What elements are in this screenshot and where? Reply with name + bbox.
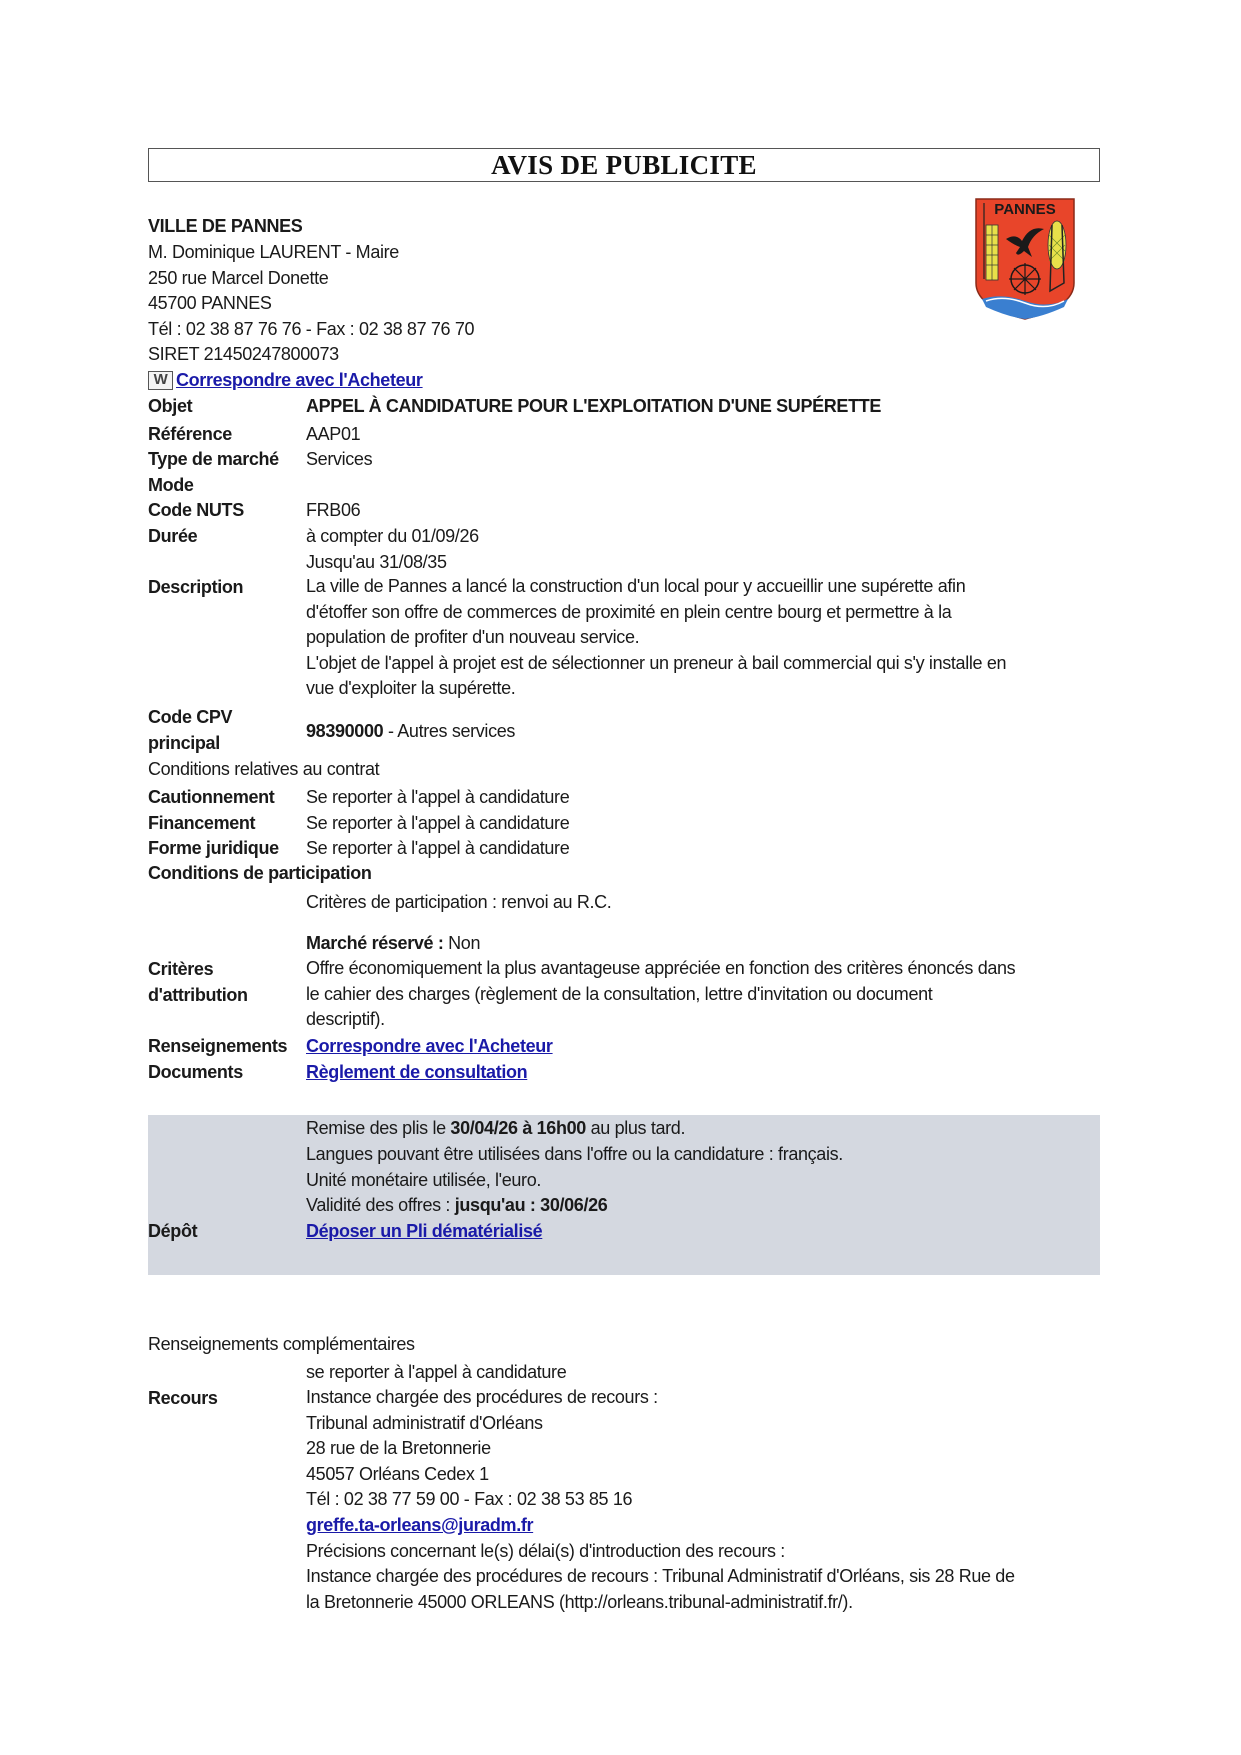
code-nuts-value: FRB06 bbox=[306, 500, 361, 520]
recours-line: Tél : 02 38 77 59 00 - Fax : 02 38 53 85 16 bbox=[306, 1489, 633, 1510]
documents-link-wrap bbox=[306, 1061, 527, 1083]
recours-precisions: Précisions concernant le(s) délai(s) d'introduction des recours : bbox=[306, 1540, 785, 1561]
documents-label: Documents bbox=[148, 1062, 243, 1082]
marche-reserve-label: Marché réservé : bbox=[306, 933, 444, 953]
criteres-line: le cahier des charges (règlement de la consultation, lettre d'invitation ou document bbox=[306, 983, 933, 1004]
recours-label: Recours bbox=[148, 1388, 218, 1408]
cautionnement-value: Se reporter à l'appel à candidature bbox=[306, 787, 570, 807]
depot-link-wrap bbox=[306, 1220, 542, 1242]
description-text bbox=[306, 574, 1106, 702]
reglement-consultation-link[interactable]: Règlement de consultation bbox=[306, 1062, 528, 1082]
financement-value: Se reporter à l'appel à candidature bbox=[306, 813, 570, 833]
correspond-buyer-link[interactable]: Correspondre avec l'Acheteur bbox=[176, 370, 423, 390]
recours-line: 28 rue de la Bretonnerie bbox=[306, 1438, 491, 1459]
depot-label: Dépôt bbox=[148, 1221, 198, 1241]
title-box bbox=[148, 148, 1100, 182]
criteres-line: descriptif). bbox=[306, 1009, 385, 1030]
remise-date: 30/04/26 à 16h00 bbox=[450, 1118, 586, 1138]
objet-value: APPEL À CANDIDATURE POUR L'EXPLOITATION D'UNE SUPÉRETTE bbox=[306, 396, 882, 416]
mode-label: Mode bbox=[148, 475, 194, 495]
buyer-name: VILLE DE PANNES bbox=[148, 216, 303, 236]
depot-validite bbox=[306, 1194, 607, 1216]
cautionnement-label: Cautionnement bbox=[148, 787, 275, 807]
deposer-pli-link[interactable]: Déposer un Pli dématérialisé bbox=[306, 1221, 543, 1241]
recours-line: 45057 Orléans Cedex 1 bbox=[306, 1463, 489, 1484]
forme-juridique-value: Se reporter à l'appel à candidature bbox=[306, 838, 570, 858]
complementaires-text: se reporter à l'appel à candidature bbox=[306, 1362, 567, 1382]
marche-reserve-value: Non bbox=[443, 933, 481, 953]
description-line: d'étoffer son offre de commerces de proximité en plein centre bourg et permettre à la bbox=[306, 601, 952, 622]
description-label: Description bbox=[148, 577, 244, 597]
complementaires-heading: Renseignements complémentaires bbox=[148, 1334, 415, 1354]
buyer-phone-fax: Tél : 02 38 87 76 76 - Fax : 02 38 87 76 70 bbox=[148, 319, 475, 339]
cpv-label-line2: principal bbox=[148, 733, 220, 753]
description-line: vue d'exploiter la supérette. bbox=[306, 678, 516, 699]
criteres-text bbox=[306, 956, 1106, 1033]
city-crest-logo bbox=[972, 195, 1078, 323]
buyer-contact: M. Dominique LAURENT - Maire bbox=[148, 242, 399, 262]
conditions-participation-value: Critères de participation : renvoi au R.C. bbox=[306, 892, 612, 912]
criteres-label-line2: d'attribution bbox=[148, 985, 248, 1005]
cpv-label-line1: Code CPV bbox=[148, 707, 233, 727]
depot-langues: Langues pouvant être utilisées dans l'offre ou la candidature : français. bbox=[306, 1144, 843, 1164]
depot-section bbox=[148, 1115, 1100, 1275]
page-title: AVIS DE PUBLICITE bbox=[491, 150, 757, 180]
conditions-participation-label: Conditions de participation bbox=[148, 863, 372, 883]
type-marche-label: Type de marché bbox=[148, 449, 279, 469]
recours-instance-line: la Bretonnerie 45000 ORLEANS (http://orleans.tribunal-administratif.fr/). bbox=[306, 1591, 853, 1612]
description-line: population de profiter d'un nouveau service. bbox=[306, 627, 640, 648]
criteres-label-line1: Critères bbox=[148, 959, 214, 979]
recours-instance-line: Instance chargée des procédures de recours : Tribunal Administratif d'Orléans, sis 28 Rue de bbox=[306, 1566, 1015, 1587]
buyer-siret: SIRET 21450247800073 bbox=[148, 344, 339, 364]
remise-suffix: au plus tard. bbox=[585, 1118, 686, 1138]
remise-prefix: Remise des plis le bbox=[306, 1118, 451, 1138]
cpv-code: 98390000 bbox=[306, 721, 384, 741]
recours-line: Instance chargée des procédures de recours : bbox=[306, 1387, 658, 1407]
validite-value: jusqu'au : 30/06/26 bbox=[454, 1195, 608, 1215]
type-marche-value: Services bbox=[306, 449, 373, 469]
cpv-separator: - bbox=[383, 721, 398, 741]
criteres-line: Offre économiquement la plus avantageuse appréciée en fonction des critères énoncés dans bbox=[306, 958, 1016, 978]
renseignements-link-wrap bbox=[306, 1035, 553, 1057]
greffe-email-link[interactable]: greffe.ta-orleans@juradm.fr bbox=[306, 1514, 534, 1535]
cpv-value bbox=[306, 720, 515, 742]
w-icon: W bbox=[148, 371, 173, 390]
validite-prefix: Validité des offres : bbox=[306, 1195, 455, 1215]
duree-end: Jusqu'au 31/08/35 bbox=[306, 552, 447, 572]
description-line: L'objet de l'appel à projet est de sélectionner un preneur à bail commercial qui s'y installe en bbox=[306, 652, 1007, 673]
crest-text: PANNES bbox=[994, 201, 1056, 218]
buyer-contact-row bbox=[148, 369, 423, 391]
depot-remise bbox=[306, 1117, 685, 1139]
forme-juridique-label: Forme juridique bbox=[148, 838, 279, 858]
reference-label: Référence bbox=[148, 424, 232, 444]
conditions-contrat-heading: Conditions relatives au contrat bbox=[148, 759, 380, 779]
code-nuts-label: Code NUTS bbox=[148, 500, 244, 520]
description-line: La ville de Pannes a lancé la construction d'un local pour y accueillir une supérette afin bbox=[306, 576, 966, 596]
buyer-city: 45700 PANNES bbox=[148, 293, 272, 313]
renseignements-label: Renseignements bbox=[148, 1036, 288, 1056]
financement-label: Financement bbox=[148, 813, 256, 833]
duree-label: Durée bbox=[148, 526, 198, 546]
recours-line: Tribunal administratif d'Orléans bbox=[306, 1412, 543, 1433]
renseignements-link[interactable]: Correspondre avec l'Acheteur bbox=[306, 1036, 553, 1056]
objet-label: Objet bbox=[148, 396, 193, 416]
duree-start: à compter du 01/09/26 bbox=[306, 526, 479, 546]
depot-monnaie: Unité monétaire utilisée, l'euro. bbox=[306, 1170, 542, 1190]
marche-reserve bbox=[306, 932, 480, 954]
recours-text bbox=[306, 1385, 1106, 1615]
reference-value: AAP01 bbox=[306, 424, 361, 444]
cpv-text: Autres services bbox=[397, 721, 516, 741]
buyer-address: 250 rue Marcel Donette bbox=[148, 268, 329, 288]
